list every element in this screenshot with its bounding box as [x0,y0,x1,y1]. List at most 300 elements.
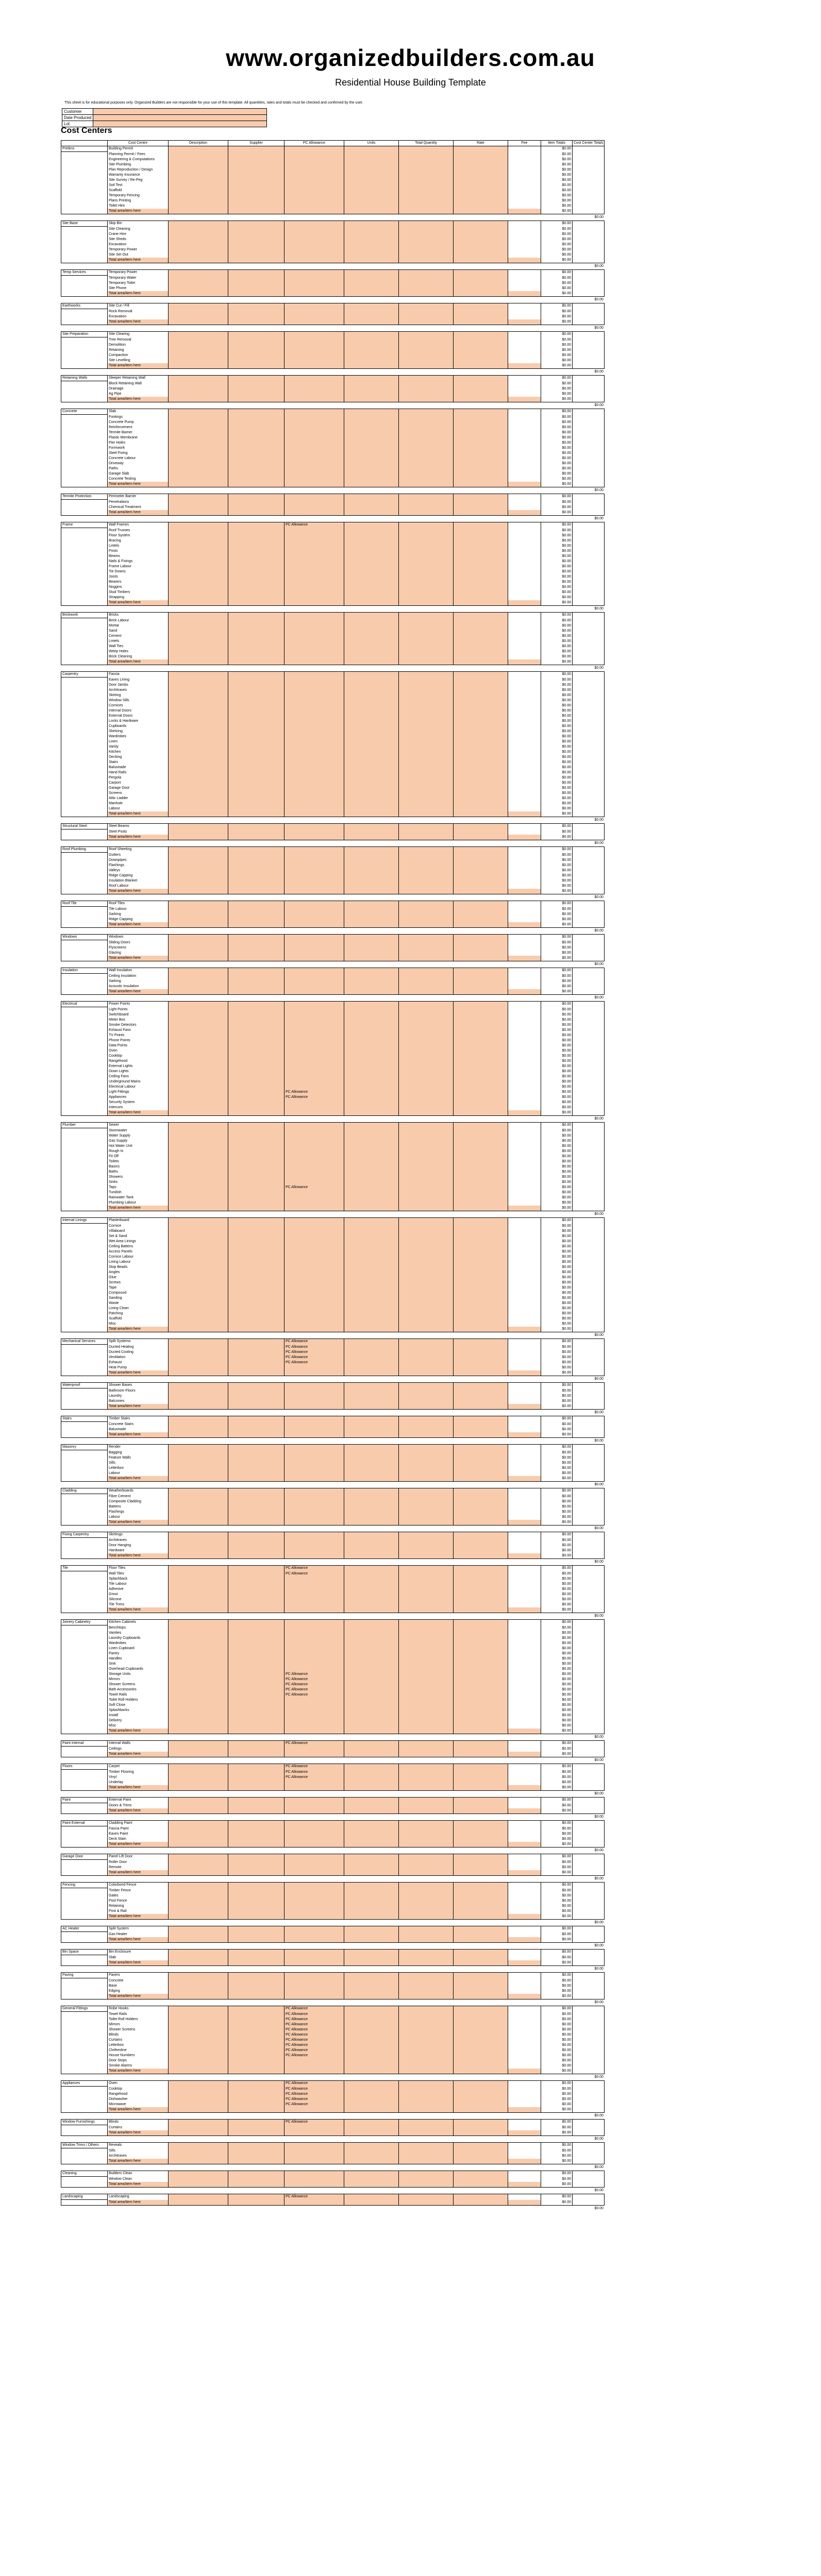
units-cell[interactable] [344,806,399,811]
rate-cell[interactable] [454,549,508,554]
quantity-cell[interactable] [399,1164,454,1170]
pc-allowance-cell[interactable] [284,505,344,510]
supplier-cell[interactable] [228,549,284,554]
description-cell[interactable] [169,693,228,698]
description-cell[interactable] [169,1682,228,1687]
supplier-cell[interactable] [228,629,284,634]
description-cell[interactable] [169,167,228,173]
quantity-cell[interactable] [399,1048,454,1054]
units-cell[interactable] [344,1466,399,1471]
quantity-cell[interactable] [399,1466,454,1471]
units-cell[interactable] [344,1532,399,1538]
quantity-cell[interactable] [399,227,454,232]
supplier-cell[interactable] [228,425,284,430]
quantity-cell[interactable] [399,1832,454,1837]
units-cell[interactable] [344,1646,399,1651]
quantity-cell[interactable] [399,1200,454,1206]
supplier-cell[interactable] [228,1229,284,1234]
quantity-cell[interactable] [399,420,454,425]
supplier-cell[interactable] [228,693,284,698]
description-cell[interactable] [169,935,228,940]
pc-allowance-cell[interactable] [284,1718,344,1723]
units-cell[interactable] [344,1399,399,1404]
quantity-cell[interactable] [399,1394,454,1399]
pc-allowance-cell[interactable] [284,1899,344,1904]
supplier-cell[interactable] [228,1291,284,1296]
supplier-cell[interactable] [228,343,284,348]
quantity-cell[interactable] [399,1033,454,1038]
supplier-cell[interactable] [228,188,284,193]
rate-cell[interactable] [454,392,508,397]
rate-cell[interactable] [454,2143,508,2148]
pc-allowance-cell[interactable] [284,1321,344,1327]
rate-cell[interactable] [454,1339,508,1345]
rate-cell[interactable] [454,1494,508,1500]
quantity-cell[interactable] [399,303,454,309]
description-cell[interactable] [169,623,228,629]
quantity-cell[interactable] [399,2097,454,2102]
quantity-cell[interactable] [399,2048,454,2053]
rate-cell[interactable] [454,791,508,796]
units-cell[interactable] [344,917,399,922]
description-cell[interactable] [169,1703,228,1708]
rate-cell[interactable] [454,1488,508,1494]
rate-cell[interactable] [454,1018,508,1023]
supplier-cell[interactable] [228,868,284,873]
description-cell[interactable] [169,1888,228,1894]
supplier-cell[interactable] [228,801,284,806]
rate-cell[interactable] [454,829,508,835]
pc-allowance-cell[interactable] [284,1837,344,1842]
pc-allowance-cell[interactable] [284,1984,344,1989]
pc-allowance-cell[interactable] [284,1105,344,1110]
description-cell[interactable] [169,281,228,286]
description-cell[interactable] [169,1747,228,1752]
pc-allowance-cell[interactable] [284,494,344,500]
pc-allowance-cell[interactable] [284,1054,344,1059]
units-cell[interactable] [344,1306,399,1311]
supplier-cell[interactable] [228,247,284,252]
supplier-cell[interactable] [228,1538,284,1544]
pc-allowance-cell[interactable] [284,466,344,471]
units-cell[interactable] [344,1667,399,1672]
pc-allowance-cell[interactable] [284,613,344,618]
supplier-cell[interactable] [228,1821,284,1826]
rate-cell[interactable] [454,1123,508,1128]
units-cell[interactable] [344,1950,399,1955]
units-cell[interactable] [344,1229,399,1234]
quantity-cell[interactable] [399,1028,454,1033]
rate-cell[interactable] [454,544,508,549]
description-cell[interactable] [169,1388,228,1394]
description-cell[interactable] [169,1687,228,1692]
rate-cell[interactable] [454,1128,508,1134]
supplier-cell[interactable] [228,1023,284,1028]
pc-allowance-cell[interactable] [284,683,344,688]
rate-cell[interactable] [454,1888,508,1894]
rate-cell[interactable] [454,1926,508,1932]
pc-allowance-cell[interactable]: PC Allowance [284,2032,344,2038]
pc-allowance-cell[interactable]: PC Allowance [284,2017,344,2022]
rate-cell[interactable] [454,1504,508,1510]
quantity-cell[interactable] [399,1703,454,1708]
description-cell[interactable] [169,853,228,858]
units-cell[interactable] [344,644,399,649]
description-cell[interactable] [169,724,228,729]
description-cell[interactable] [169,1260,228,1265]
description-cell[interactable] [169,634,228,639]
rate-cell[interactable] [454,629,508,634]
pc-allowance-cell[interactable] [284,1587,344,1592]
rate-cell[interactable] [454,1399,508,1404]
rate-cell[interactable] [454,440,508,446]
rate-cell[interactable] [454,247,508,252]
quantity-cell[interactable] [399,1123,454,1128]
pc-allowance-cell[interactable] [284,2171,344,2177]
pc-allowance-cell[interactable] [284,1592,344,1597]
pc-allowance-cell[interactable] [284,714,344,719]
rate-cell[interactable] [454,974,508,979]
supplier-cell[interactable] [228,1301,284,1306]
pc-allowance-cell[interactable] [284,392,344,397]
units-cell[interactable] [344,337,399,343]
units-cell[interactable] [344,2012,399,2018]
rate-cell[interactable] [454,2102,508,2107]
pc-allowance-cell[interactable]: PC Allowance [284,1682,344,1687]
description-cell[interactable] [169,237,228,242]
quantity-cell[interactable] [399,1291,454,1296]
pc-allowance-cell[interactable]: PC Allowance [284,1345,344,1350]
rate-cell[interactable] [454,1450,508,1456]
pc-allowance-cell[interactable] [284,533,344,538]
pc-allowance-cell[interactable] [284,188,344,193]
quantity-cell[interactable] [399,1144,454,1149]
supplier-cell[interactable] [228,1275,284,1280]
supplier-cell[interactable] [228,1826,284,1832]
quantity-cell[interactable] [399,505,454,510]
description-cell[interactable] [169,714,228,719]
units-cell[interactable] [344,2058,399,2063]
units-cell[interactable] [344,1515,399,1520]
units-cell[interactable] [344,585,399,590]
description-cell[interactable] [169,1270,228,1275]
supplier-cell[interactable] [228,1144,284,1149]
quantity-cell[interactable] [399,1883,454,1888]
supplier-cell[interactable] [228,1543,284,1548]
pc-allowance-cell[interactable] [284,1084,344,1090]
description-cell[interactable] [169,945,228,951]
supplier-cell[interactable] [228,2097,284,2102]
supplier-cell[interactable] [228,683,284,688]
quantity-cell[interactable] [399,2087,454,2092]
pc-allowance-cell[interactable] [284,688,344,693]
description-cell[interactable] [169,1865,228,1870]
quantity-cell[interactable] [399,765,454,770]
quantity-cell[interactable] [399,951,454,956]
supplier-cell[interactable] [228,2058,284,2063]
rate-cell[interactable] [454,2148,508,2154]
supplier-cell[interactable] [228,227,284,232]
quantity-cell[interactable] [399,1388,454,1394]
supplier-cell[interactable] [228,1054,284,1059]
description-cell[interactable] [169,979,228,984]
pc-allowance-cell[interactable] [284,1195,344,1200]
pc-allowance-cell[interactable]: PC Allowance [284,2097,344,2102]
rate-cell[interactable] [454,873,508,878]
units-cell[interactable] [344,1602,399,1607]
units-cell[interactable] [344,392,399,397]
pc-allowance-cell[interactable] [284,1190,344,1195]
supplier-cell[interactable] [228,232,284,237]
quantity-cell[interactable] [399,2102,454,2107]
quantity-cell[interactable] [399,2017,454,2022]
description-cell[interactable] [169,2120,228,2125]
supplier-cell[interactable] [228,1764,284,1770]
rate-cell[interactable] [454,1989,508,1994]
supplier-cell[interactable] [228,162,284,167]
units-cell[interactable] [344,1770,399,1775]
rate-cell[interactable] [454,1069,508,1074]
pc-allowance-cell[interactable] [284,755,344,760]
units-cell[interactable] [344,198,399,204]
pc-allowance-cell[interactable] [284,337,344,343]
pc-allowance-cell[interactable] [284,677,344,683]
description-cell[interactable] [169,644,228,649]
quantity-cell[interactable] [399,1416,454,1422]
pc-allowance-cell[interactable]: PC Allowance [284,2012,344,2018]
quantity-cell[interactable] [399,1636,454,1641]
quantity-cell[interactable] [399,522,454,528]
rate-cell[interactable] [454,639,508,644]
supplier-cell[interactable] [228,2087,284,2092]
supplier-cell[interactable] [228,786,284,791]
description-cell[interactable] [169,376,228,381]
supplier-cell[interactable] [228,1566,284,1571]
rate-cell[interactable] [454,353,508,358]
quantity-cell[interactable] [399,1185,454,1190]
quantity-cell[interactable] [399,309,454,315]
description-cell[interactable] [169,1893,228,1899]
quantity-cell[interactable] [399,1090,454,1095]
quantity-cell[interactable] [399,847,454,853]
description-cell[interactable] [169,221,228,227]
units-cell[interactable] [344,863,399,868]
pc-allowance-cell[interactable] [284,247,344,252]
pc-allowance-cell[interactable] [284,1656,344,1662]
supplier-cell[interactable] [228,1571,284,1577]
supplier-cell[interactable] [228,332,284,337]
quantity-cell[interactable] [399,1646,454,1651]
units-cell[interactable] [344,868,399,873]
pc-allowance-cell[interactable] [284,1662,344,1667]
supplier-cell[interactable] [228,1365,284,1370]
description-cell[interactable] [169,1291,228,1296]
pc-allowance-cell[interactable]: PC Allowance [284,1360,344,1365]
pc-allowance-cell[interactable]: PC Allowance [284,2087,344,2092]
pc-allowance-cell[interactable] [284,1860,344,1866]
rate-cell[interactable] [454,1904,508,1909]
rate-cell[interactable] [454,724,508,729]
description-cell[interactable] [169,1821,228,1826]
quantity-cell[interactable] [399,2125,454,2131]
description-cell[interactable] [169,270,228,276]
quantity-cell[interactable] [399,2032,454,2038]
pc-allowance-cell[interactable]: PC Allowance [284,1090,344,1095]
description-cell[interactable] [169,193,228,198]
rate-cell[interactable] [454,693,508,698]
rate-cell[interactable] [454,1950,508,1955]
description-cell[interactable] [169,1775,228,1780]
supplier-cell[interactable] [228,494,284,500]
pc-allowance-cell[interactable] [284,1865,344,1870]
pc-allowance-cell[interactable] [284,1144,344,1149]
rate-cell[interactable] [454,1682,508,1687]
units-cell[interactable] [344,1577,399,1582]
units-cell[interactable] [344,1703,399,1708]
quantity-cell[interactable] [399,392,454,397]
units-cell[interactable] [344,1270,399,1275]
quantity-cell[interactable] [399,1012,454,1018]
units-cell[interactable] [344,1239,399,1244]
rate-cell[interactable] [454,770,508,775]
supplier-cell[interactable] [228,724,284,729]
supplier-cell[interactable] [228,435,284,440]
description-cell[interactable] [169,386,228,392]
pc-allowance-cell[interactable] [284,770,344,775]
pc-allowance-cell[interactable] [284,1499,344,1504]
supplier-cell[interactable] [228,221,284,227]
quantity-cell[interactable] [399,1780,454,1785]
rate-cell[interactable] [454,2043,508,2048]
rate-cell[interactable] [454,451,508,456]
supplier-cell[interactable] [228,1270,284,1275]
units-cell[interactable] [344,1175,399,1180]
description-cell[interactable] [169,1932,228,1938]
units-cell[interactable] [344,1234,399,1239]
pc-allowance-cell[interactable] [284,451,344,456]
pc-allowance-cell[interactable] [284,590,344,595]
pc-allowance-cell[interactable] [284,1510,344,1515]
pc-allowance-cell[interactable] [284,1625,344,1631]
units-cell[interactable] [344,634,399,639]
quantity-cell[interactable] [399,708,454,714]
description-cell[interactable] [169,1360,228,1365]
pc-allowance-cell[interactable] [284,237,344,242]
units-cell[interactable] [344,227,399,232]
quantity-cell[interactable] [399,1837,454,1842]
description-cell[interactable] [169,580,228,585]
rate-cell[interactable] [454,580,508,585]
supplier-cell[interactable] [228,309,284,315]
units-cell[interactable] [344,2063,399,2069]
description-cell[interactable] [169,629,228,634]
units-cell[interactable] [344,1365,399,1370]
supplier-cell[interactable] [228,703,284,708]
description-cell[interactable] [169,1218,228,1224]
description-cell[interactable] [169,1445,228,1450]
description-cell[interactable] [169,178,228,183]
description-cell[interactable] [169,1532,228,1538]
description-cell[interactable] [169,1350,228,1355]
supplier-cell[interactable] [228,1416,284,1422]
description-cell[interactable] [169,1296,228,1301]
pc-allowance-cell[interactable]: PC Allowance [284,2120,344,2125]
pc-allowance-cell[interactable] [284,440,344,446]
quantity-cell[interactable] [399,786,454,791]
rate-cell[interactable] [454,500,508,505]
description-cell[interactable] [169,162,228,167]
description-cell[interactable] [169,1883,228,1888]
supplier-cell[interactable] [228,337,284,343]
pc-allowance-cell[interactable]: PC Allowance [284,2092,344,2097]
rate-cell[interactable] [454,376,508,381]
rate-cell[interactable] [454,456,508,461]
description-cell[interactable] [169,1989,228,1994]
rate-cell[interactable] [454,2154,508,2159]
supplier-cell[interactable] [228,755,284,760]
units-cell[interactable] [344,1383,399,1388]
quantity-cell[interactable] [399,781,454,786]
rate-cell[interactable] [454,1620,508,1625]
rate-cell[interactable] [454,221,508,227]
supplier-cell[interactable] [228,1200,284,1206]
description-cell[interactable] [169,1854,228,1860]
description-cell[interactable] [169,1224,228,1229]
rate-cell[interactable] [454,1296,508,1301]
units-cell[interactable] [344,729,399,734]
rate-cell[interactable] [454,2194,508,2200]
description-cell[interactable] [169,1692,228,1698]
quantity-cell[interactable] [399,494,454,500]
rate-cell[interactable] [454,1105,508,1110]
units-cell[interactable] [344,533,399,538]
supplier-cell[interactable] [228,1105,284,1110]
rate-cell[interactable] [454,1185,508,1190]
description-cell[interactable] [169,1229,228,1234]
units-cell[interactable] [344,801,399,806]
quantity-cell[interactable] [399,724,454,729]
description-cell[interactable] [169,863,228,868]
description-cell[interactable] [169,494,228,500]
supplier-cell[interactable] [228,1399,284,1404]
pc-allowance-cell[interactable] [284,1260,344,1265]
description-cell[interactable] [169,2017,228,2022]
rate-cell[interactable] [454,157,508,162]
supplier-cell[interactable] [228,1899,284,1904]
units-cell[interactable] [344,935,399,940]
quantity-cell[interactable] [399,935,454,940]
quantity-cell[interactable] [399,1741,454,1747]
pc-allowance-cell[interactable] [284,1932,344,1938]
rate-cell[interactable] [454,781,508,786]
supplier-cell[interactable] [228,1860,284,1866]
description-cell[interactable] [169,1488,228,1494]
supplier-cell[interactable] [228,739,284,744]
pc-allowance-cell[interactable] [284,173,344,178]
description-cell[interactable] [169,1365,228,1370]
description-cell[interactable] [169,1510,228,1515]
rate-cell[interactable] [454,1345,508,1350]
supplier-cell[interactable] [228,1932,284,1938]
supplier-cell[interactable] [228,1170,284,1175]
units-cell[interactable] [344,590,399,595]
quantity-cell[interactable] [399,1069,454,1074]
units-cell[interactable] [344,286,399,291]
rate-cell[interactable] [454,276,508,281]
supplier-cell[interactable] [228,505,284,510]
description-cell[interactable] [169,984,228,989]
quantity-cell[interactable] [399,907,454,912]
